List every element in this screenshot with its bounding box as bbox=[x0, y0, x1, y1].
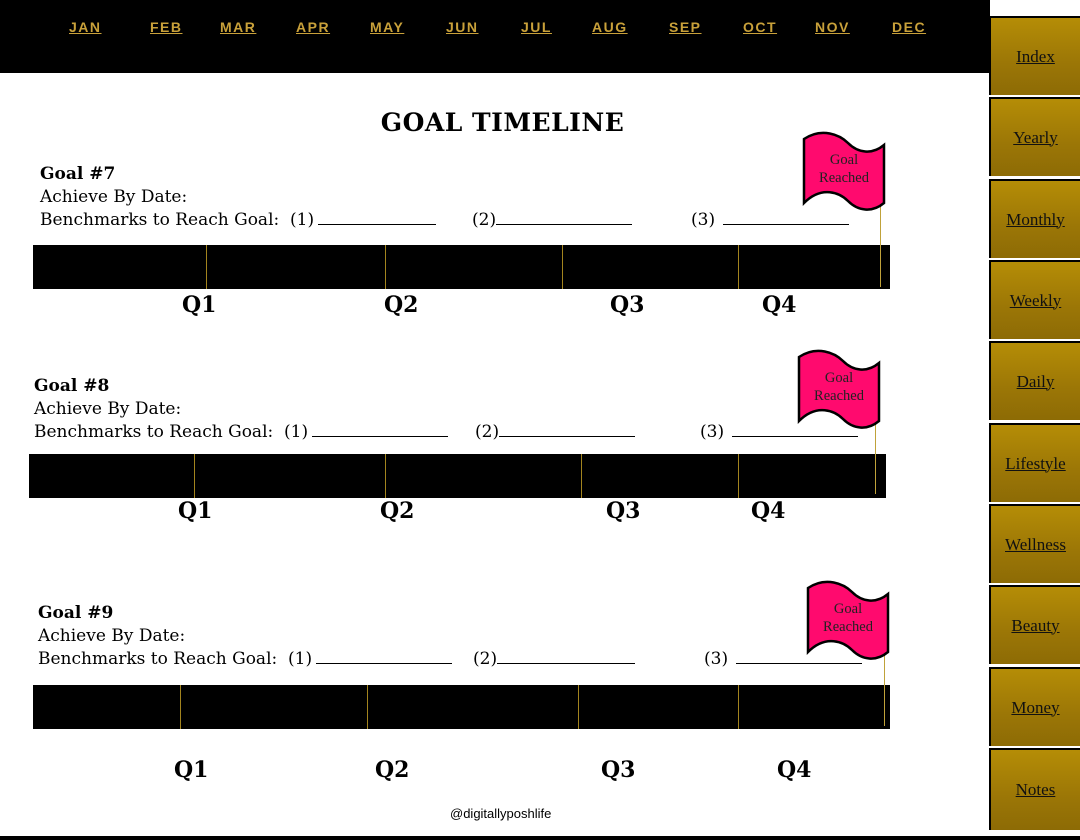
quarter-tick bbox=[581, 454, 582, 498]
benchmarks-label: Benchmarks to Reach Goal: bbox=[40, 210, 280, 230]
tab-index[interactable]: Index bbox=[989, 16, 1080, 95]
page-title: GOAL TIMELINE bbox=[380, 108, 625, 137]
benchmark-2[interactable] bbox=[475, 422, 635, 442]
benchmarks-label: Benchmarks to Reach Goal: bbox=[38, 649, 278, 669]
benchmark-1-blank[interactable] bbox=[318, 210, 436, 225]
quarter-label-q3: Q3 bbox=[606, 498, 641, 524]
quarter-tick bbox=[578, 685, 579, 729]
quarter-label-q3: Q3 bbox=[601, 757, 636, 783]
month-link-apr[interactable]: APR bbox=[296, 19, 331, 35]
benchmark-1-label: (1) bbox=[290, 210, 315, 230]
goal-title: Goal #8 bbox=[34, 376, 110, 396]
quarter-tick bbox=[180, 685, 181, 729]
benchmark-2-blank[interactable] bbox=[499, 422, 635, 437]
quarter-tick bbox=[738, 685, 739, 729]
achieve-by-label: Achieve By Date: bbox=[38, 626, 186, 646]
quarter-tick bbox=[385, 245, 386, 289]
sidebar-tabs bbox=[989, 16, 1080, 830]
benchmark-1-blank[interactable] bbox=[312, 422, 448, 437]
month-link-may[interactable]: MAY bbox=[370, 19, 405, 35]
quarter-tick bbox=[562, 245, 563, 289]
month-link-feb[interactable]: FEB bbox=[150, 19, 183, 35]
month-link-jul[interactable]: JUL bbox=[521, 19, 552, 35]
benchmark-2-blank[interactable] bbox=[497, 649, 635, 664]
footer-credit: @digitallyposhlife bbox=[450, 806, 552, 821]
benchmark-2[interactable] bbox=[473, 649, 635, 669]
benchmark-1[interactable] bbox=[284, 422, 448, 442]
benchmark-2[interactable] bbox=[472, 210, 632, 230]
month-link-mar[interactable]: MAR bbox=[220, 19, 257, 35]
tab-wellness[interactable]: Wellness bbox=[989, 504, 1080, 583]
quarter-label-q4: Q4 bbox=[777, 757, 812, 783]
quarter-label-q4: Q4 bbox=[751, 498, 786, 524]
month-link-jan[interactable]: JAN bbox=[69, 19, 102, 35]
quarter-label-q1: Q1 bbox=[182, 292, 217, 318]
tab-lifestyle[interactable]: Lifestyle bbox=[989, 423, 1080, 502]
quarter-label-q1: Q1 bbox=[174, 757, 209, 783]
benchmark-3-label: (3) bbox=[704, 649, 729, 669]
month-link-dec[interactable]: DEC bbox=[892, 19, 927, 35]
benchmark-1-blank[interactable] bbox=[316, 649, 452, 664]
achieve-by-label: Achieve By Date: bbox=[34, 399, 182, 419]
benchmark-2-label: (2) bbox=[475, 422, 500, 442]
flag-label: Goal Reached bbox=[819, 152, 869, 186]
tab-daily[interactable]: Daily bbox=[989, 341, 1080, 420]
tab-beauty[interactable]: Beauty bbox=[989, 585, 1080, 664]
flag-label: Goal Reached bbox=[823, 601, 873, 635]
benchmark-1[interactable] bbox=[288, 649, 452, 669]
goal-reached-flag[interactable] bbox=[795, 349, 885, 433]
quarter-tick bbox=[738, 454, 739, 498]
tab-money[interactable]: Money bbox=[989, 667, 1080, 746]
goal-reached-flag[interactable] bbox=[804, 580, 894, 664]
quarter-label-q3: Q3 bbox=[610, 292, 645, 318]
quarter-label-q2: Q2 bbox=[384, 292, 419, 318]
month-link-sep[interactable]: SEP bbox=[669, 19, 702, 35]
month-link-nov[interactable]: NOV bbox=[815, 19, 850, 35]
tab-weekly[interactable]: Weekly bbox=[989, 260, 1080, 339]
flag-label: Goal Reached bbox=[814, 370, 864, 404]
quarter-tick bbox=[738, 245, 739, 289]
quarter-tick bbox=[367, 685, 368, 729]
benchmarks-label: Benchmarks to Reach Goal: bbox=[34, 422, 274, 442]
benchmark-1-label: (1) bbox=[288, 649, 313, 669]
month-nav-bar bbox=[0, 0, 990, 73]
tab-yearly[interactable]: Yearly bbox=[989, 97, 1080, 176]
quarter-label-q1: Q1 bbox=[178, 498, 213, 524]
benchmark-2-label: (2) bbox=[473, 649, 498, 669]
quarter-label-q4: Q4 bbox=[762, 292, 797, 318]
benchmark-1-label: (1) bbox=[284, 422, 309, 442]
benchmark-1[interactable] bbox=[290, 210, 436, 230]
quarter-tick bbox=[206, 245, 207, 289]
goal-title: Goal #9 bbox=[38, 603, 114, 623]
benchmark-3-label: (3) bbox=[700, 422, 725, 442]
quarter-tick bbox=[385, 454, 386, 498]
month-link-aug[interactable]: AUG bbox=[592, 19, 628, 35]
quarter-label-q2: Q2 bbox=[375, 757, 410, 783]
quarter-label-q2: Q2 bbox=[380, 498, 415, 524]
benchmark-2-label: (2) bbox=[472, 210, 497, 230]
tab-notes[interactable]: Notes bbox=[989, 748, 1080, 830]
tab-monthly[interactable]: Monthly bbox=[989, 179, 1080, 258]
timeline-bar bbox=[33, 685, 890, 729]
quarter-tick bbox=[194, 454, 195, 498]
timeline-bar bbox=[29, 454, 886, 498]
goal-title: Goal #7 bbox=[40, 164, 116, 184]
month-link-oct[interactable]: OCT bbox=[743, 19, 778, 35]
benchmark-2-blank[interactable] bbox=[496, 210, 632, 225]
benchmark-3-label: (3) bbox=[691, 210, 716, 230]
goal-reached-flag[interactable] bbox=[800, 131, 890, 215]
achieve-by-label: Achieve By Date: bbox=[40, 187, 188, 207]
timeline-bar bbox=[33, 245, 890, 289]
bottom-border bbox=[0, 836, 1080, 840]
month-link-jun[interactable]: JUN bbox=[446, 19, 479, 35]
